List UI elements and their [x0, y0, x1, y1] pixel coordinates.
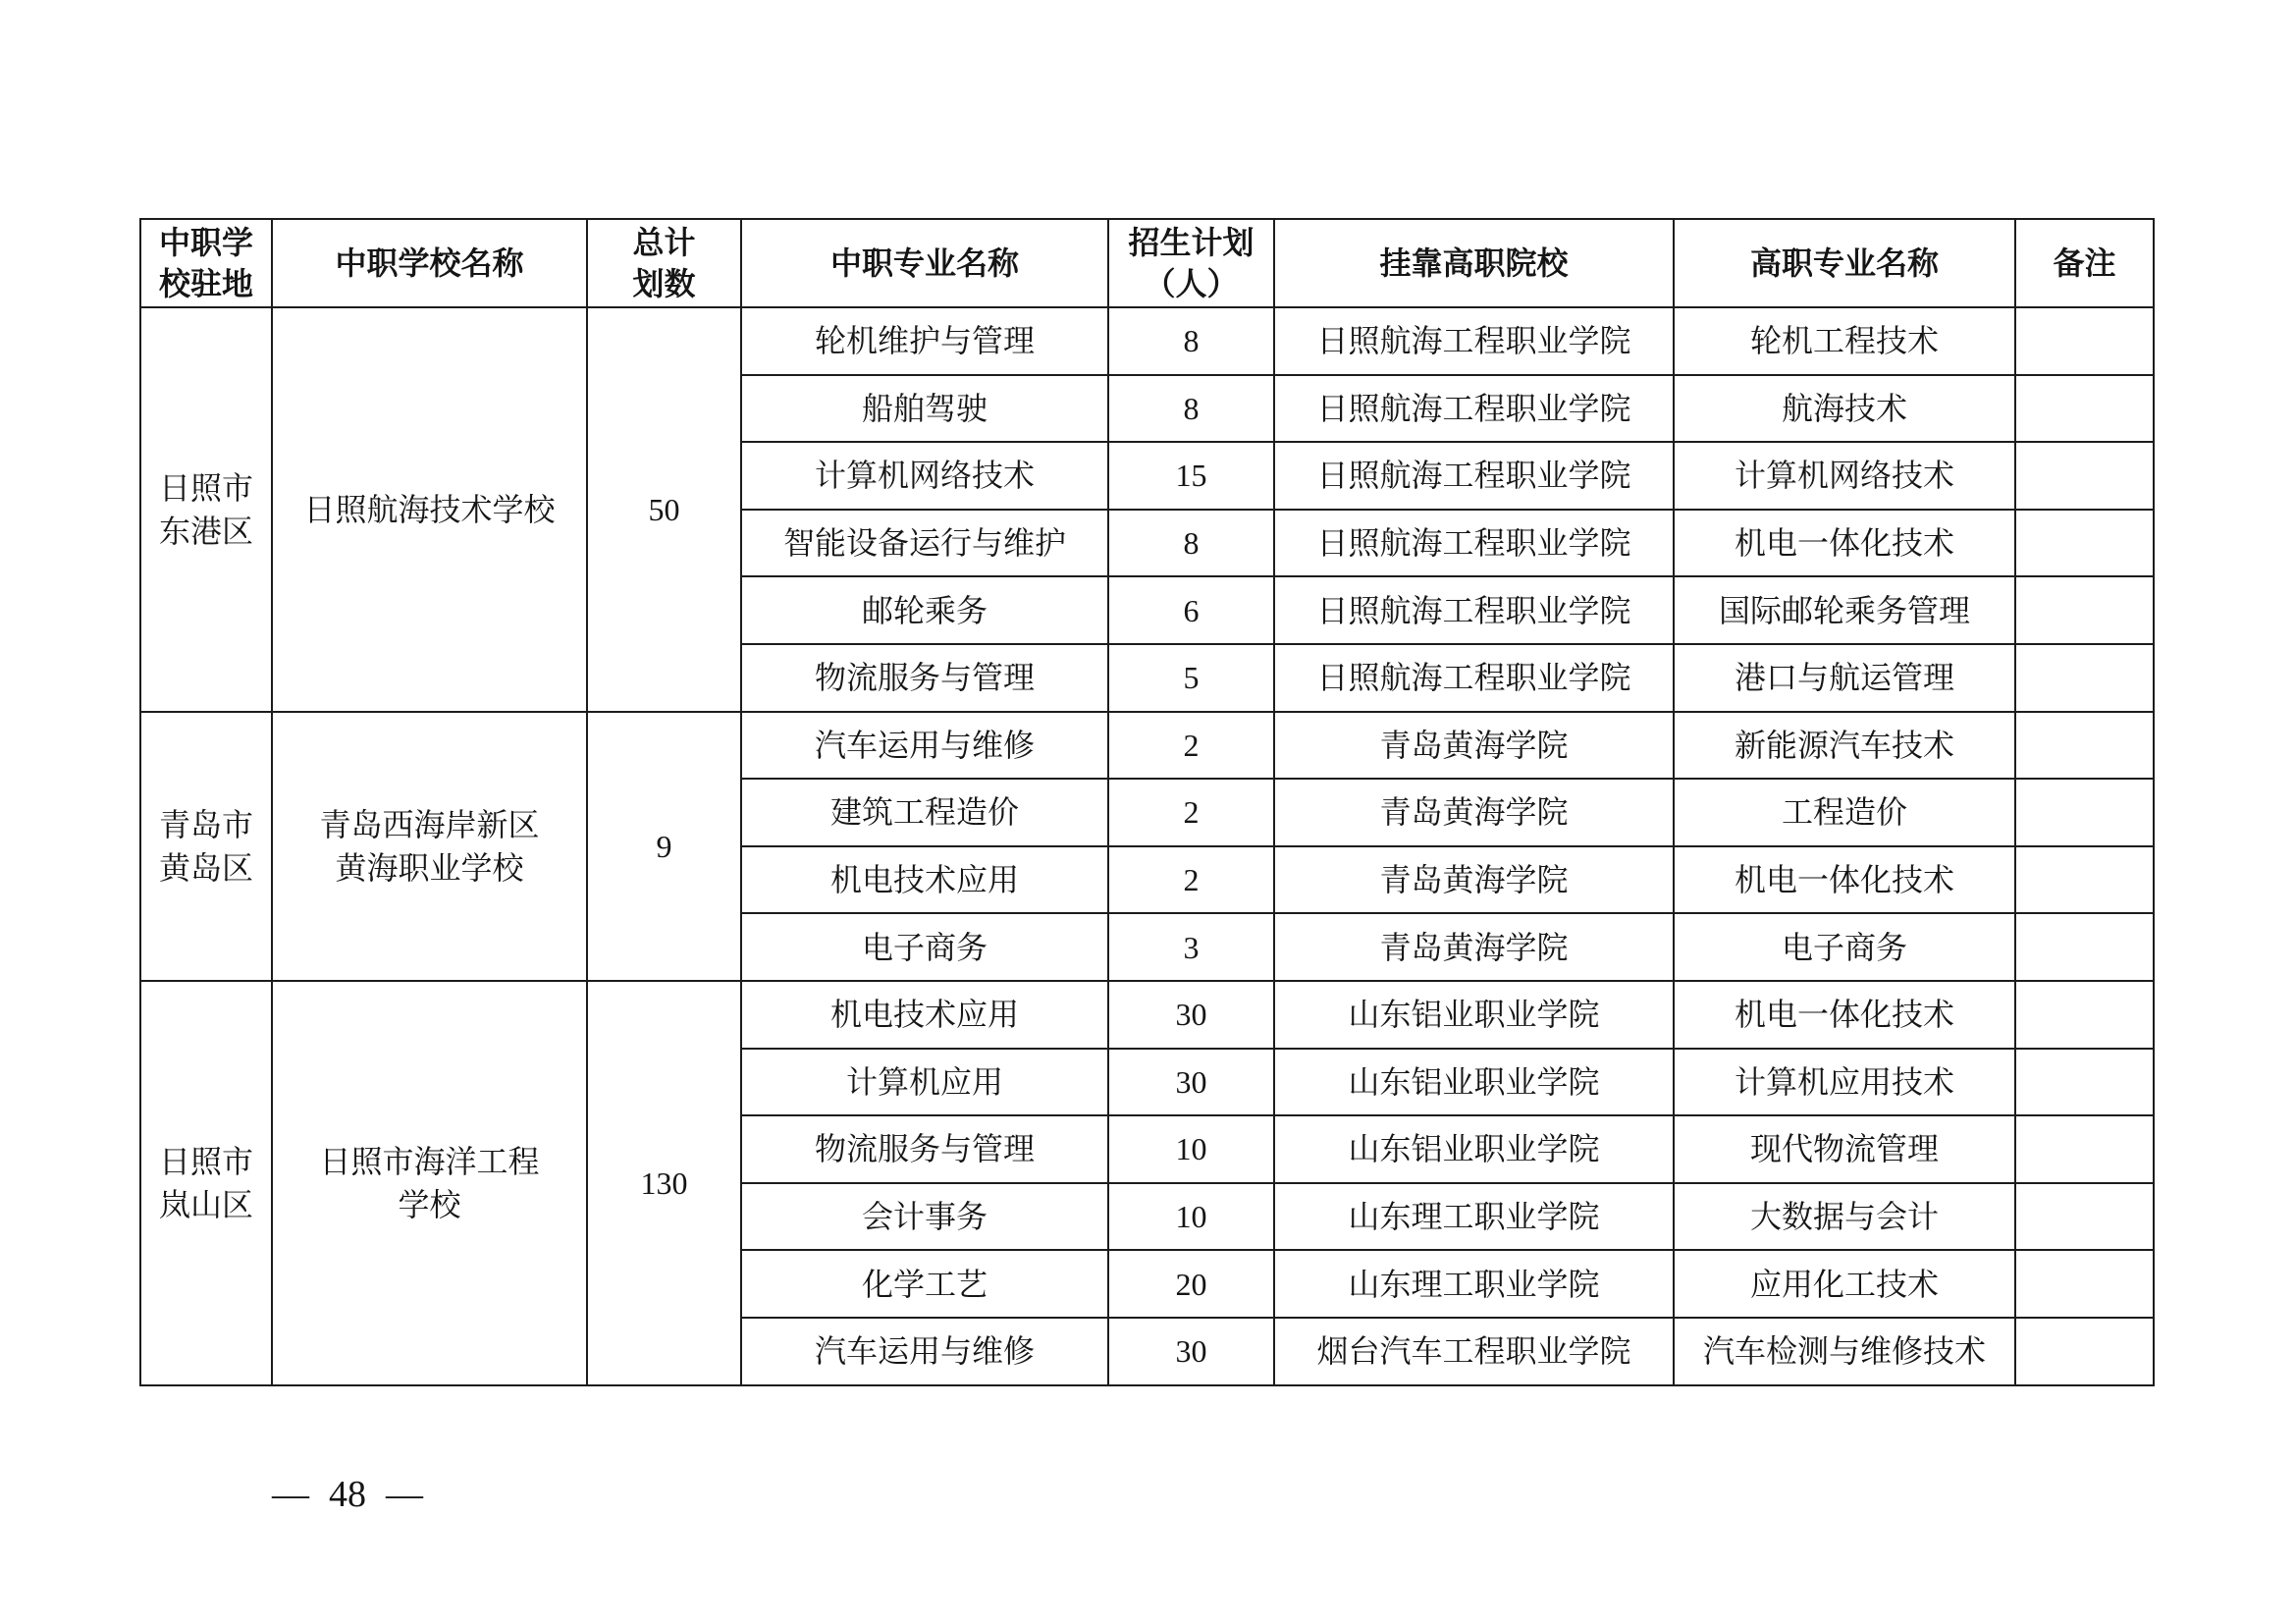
header-major: 中职专业名称 — [741, 219, 1108, 307]
table-row — [140, 307, 2154, 375]
cell-plan: 2 — [1108, 712, 1274, 780]
cell-major: 机电技术应用 — [741, 846, 1108, 914]
cell-remark — [2015, 779, 2154, 846]
header-college: 挂靠高职院校 — [1274, 219, 1674, 307]
cell-college-major: 现代物流管理 — [1674, 1115, 2015, 1183]
cell-major: 会计事务 — [741, 1183, 1108, 1251]
cell-plan: 3 — [1108, 913, 1274, 981]
cell-college: 山东铝业职业学院 — [1274, 1049, 1674, 1116]
cell-remark — [2015, 375, 2154, 443]
cell-college: 烟台汽车工程职业学院 — [1274, 1318, 1674, 1385]
cell-college: 山东理工职业学院 — [1274, 1250, 1674, 1318]
cell-college: 青岛黄海学院 — [1274, 846, 1674, 914]
cell-major: 电子商务 — [741, 913, 1108, 981]
cell-plan: 2 — [1108, 846, 1274, 914]
cell-remark — [2015, 1115, 2154, 1183]
cell-college-major: 国际邮轮乘务管理 — [1674, 576, 2015, 644]
cell-college-major: 港口与航运管理 — [1674, 644, 2015, 712]
cell-major: 汽车运用与维修 — [741, 1318, 1108, 1385]
cell-remark — [2015, 913, 2154, 981]
cell-remark — [2015, 576, 2154, 644]
enrollment-plan-table — [139, 218, 2155, 1386]
header-college-major: 高职专业名称 — [1674, 219, 2015, 307]
cell-remark — [2015, 442, 2154, 510]
cell-plan: 6 — [1108, 576, 1274, 644]
cell-college-major: 机电一体化技术 — [1674, 846, 2015, 914]
cell-major: 物流服务与管理 — [741, 1115, 1108, 1183]
cell-college: 日照航海工程职业学院 — [1274, 375, 1674, 443]
cell-college: 青岛黄海学院 — [1274, 779, 1674, 846]
cell-major: 智能设备运行与维护 — [741, 510, 1108, 577]
footer-dash-right: — — [386, 1474, 423, 1515]
header-school: 中职学校名称 — [272, 219, 587, 307]
cell-plan: 10 — [1108, 1115, 1274, 1183]
cell-location: 日照市 东港区 — [140, 307, 272, 712]
cell-college: 日照航海工程职业学院 — [1274, 510, 1674, 577]
cell-major: 物流服务与管理 — [741, 644, 1108, 712]
cell-college-major: 应用化工技术 — [1674, 1250, 2015, 1318]
table-row — [140, 981, 2154, 1049]
cell-plan: 20 — [1108, 1250, 1274, 1318]
cell-remark — [2015, 510, 2154, 577]
cell-college-major: 大数据与会计 — [1674, 1183, 2015, 1251]
cell-plan: 8 — [1108, 375, 1274, 443]
cell-major: 计算机应用 — [741, 1049, 1108, 1116]
table-row — [140, 712, 2154, 780]
cell-plan: 30 — [1108, 1318, 1274, 1385]
header-total: 总计 划数 — [587, 219, 741, 307]
cell-remark — [2015, 846, 2154, 914]
cell-major: 化学工艺 — [741, 1250, 1108, 1318]
cell-major: 汽车运用与维修 — [741, 712, 1108, 780]
footer-dash-left: — — [272, 1474, 309, 1515]
cell-plan: 8 — [1108, 510, 1274, 577]
cell-total: 50 — [587, 307, 741, 712]
cell-college: 日照航海工程职业学院 — [1274, 576, 1674, 644]
cell-major: 机电技术应用 — [741, 981, 1108, 1049]
table-header-row — [140, 219, 2154, 307]
cell-total: 9 — [587, 712, 741, 981]
cell-major: 轮机维护与管理 — [741, 307, 1108, 375]
cell-remark — [2015, 644, 2154, 712]
cell-college-major: 轮机工程技术 — [1674, 307, 2015, 375]
cell-college: 山东理工职业学院 — [1274, 1183, 1674, 1251]
cell-school: 日照市海洋工程 学校 — [272, 981, 587, 1385]
cell-plan: 10 — [1108, 1183, 1274, 1251]
cell-college: 青岛黄海学院 — [1274, 913, 1674, 981]
cell-remark — [2015, 1318, 2154, 1385]
cell-college-major: 新能源汽车技术 — [1674, 712, 2015, 780]
cell-plan: 8 — [1108, 307, 1274, 375]
header-plan: 招生计划 （人） — [1108, 219, 1274, 307]
cell-total: 130 — [587, 981, 741, 1385]
cell-college-major: 机电一体化技术 — [1674, 510, 2015, 577]
cell-school: 日照航海技术学校 — [272, 307, 587, 712]
cell-college: 日照航海工程职业学院 — [1274, 644, 1674, 712]
header-location: 中职学 校驻地 — [140, 219, 272, 307]
cell-location: 日照市 岚山区 — [140, 981, 272, 1385]
cell-major: 计算机网络技术 — [741, 442, 1108, 510]
cell-college: 青岛黄海学院 — [1274, 712, 1674, 780]
cell-college-major: 电子商务 — [1674, 913, 2015, 981]
cell-college-major: 机电一体化技术 — [1674, 981, 2015, 1049]
cell-college: 日照航海工程职业学院 — [1274, 307, 1674, 375]
cell-college-major: 计算机应用技术 — [1674, 1049, 2015, 1116]
cell-college: 山东铝业职业学院 — [1274, 981, 1674, 1049]
cell-remark — [2015, 307, 2154, 375]
cell-college-major: 计算机网络技术 — [1674, 442, 2015, 510]
cell-plan: 30 — [1108, 981, 1274, 1049]
cell-major: 船舶驾驶 — [741, 375, 1108, 443]
page-number: 48 — [329, 1474, 366, 1515]
cell-remark — [2015, 1049, 2154, 1116]
cell-college-major: 航海技术 — [1674, 375, 2015, 443]
cell-major: 建筑工程造价 — [741, 779, 1108, 846]
cell-location: 青岛市 黄岛区 — [140, 712, 272, 981]
cell-college: 日照航海工程职业学院 — [1274, 442, 1674, 510]
cell-remark — [2015, 1183, 2154, 1251]
cell-remark — [2015, 981, 2154, 1049]
cell-college: 山东铝业职业学院 — [1274, 1115, 1674, 1183]
page-footer — [272, 1473, 423, 1516]
cell-major: 邮轮乘务 — [741, 576, 1108, 644]
cell-remark — [2015, 1250, 2154, 1318]
cell-plan: 15 — [1108, 442, 1274, 510]
cell-remark — [2015, 712, 2154, 780]
cell-school: 青岛西海岸新区 黄海职业学校 — [272, 712, 587, 981]
cell-college-major: 工程造价 — [1674, 779, 2015, 846]
cell-plan: 30 — [1108, 1049, 1274, 1116]
cell-plan: 5 — [1108, 644, 1274, 712]
header-remark: 备注 — [2015, 219, 2154, 307]
cell-plan: 2 — [1108, 779, 1274, 846]
cell-college-major: 汽车检测与维修技术 — [1674, 1318, 2015, 1385]
